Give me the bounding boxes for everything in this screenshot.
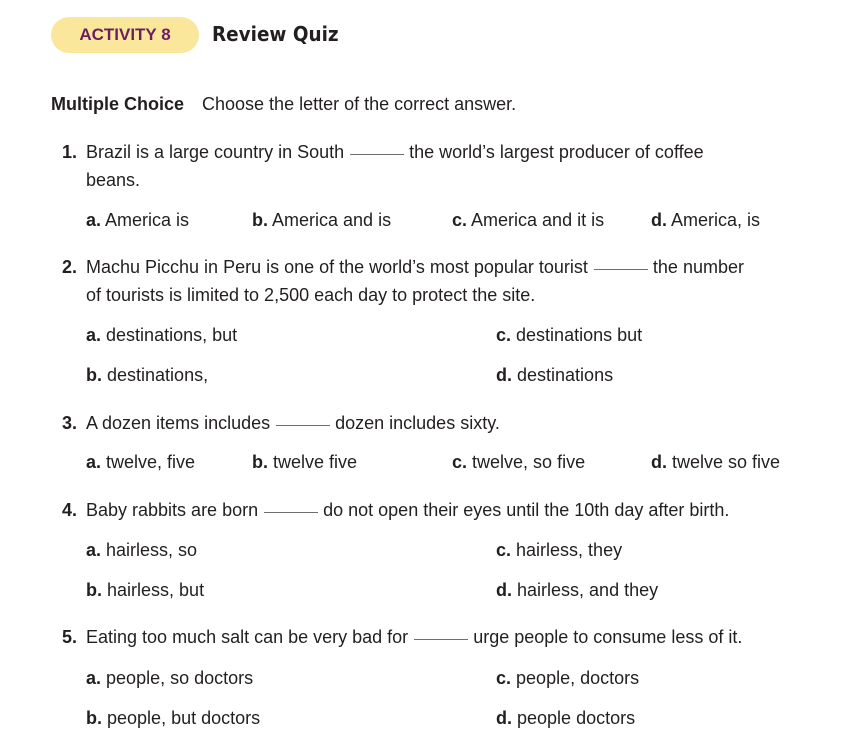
option-4c[interactable]	[496, 538, 622, 562]
option-text: America and it is	[471, 210, 605, 230]
question-text-before: Machu Picchu in Peru is one of the world’s most popular tourist	[86, 257, 588, 277]
option-3b[interactable]	[252, 450, 357, 474]
question-text-before: Eating too much salt can be very bad for	[86, 627, 409, 647]
option-3a[interactable]	[86, 450, 195, 474]
section-header	[51, 94, 516, 115]
option-text: twelve so five	[672, 452, 781, 472]
question-text-after: the world’s largest producer of coffee	[409, 142, 704, 162]
option-text: hairless, so	[106, 540, 198, 560]
question-number: 1.	[62, 142, 78, 162]
option-text: America and is	[272, 210, 392, 230]
option-letter: a.	[86, 325, 102, 345]
option-letter: b.	[252, 452, 268, 472]
option-text: people, so doctors	[106, 668, 254, 688]
option-text: twelve, so five	[472, 452, 586, 472]
question-text-before: A dozen items includes	[86, 413, 271, 433]
option-2b[interactable]	[86, 363, 208, 387]
page-title: Review Quiz	[212, 22, 339, 46]
answer-blank	[350, 153, 404, 155]
question-continuation: beans.	[86, 170, 141, 190]
question-text-before: Brazil is a large country in South	[86, 142, 345, 162]
answer-blank	[594, 268, 648, 270]
question-number: 4.	[62, 500, 78, 520]
option-1a[interactable]	[86, 208, 189, 232]
option-letter: c.	[496, 540, 512, 560]
option-letter: b.	[86, 708, 102, 728]
answer-blank	[264, 511, 318, 513]
question-number: 3.	[62, 413, 78, 433]
option-text: hairless, but	[107, 580, 205, 600]
option-letter: d.	[496, 365, 512, 385]
option-text: hairless, and they	[517, 580, 659, 600]
option-2a[interactable]	[86, 323, 237, 347]
option-text: America, is	[671, 210, 761, 230]
option-1b[interactable]	[252, 208, 391, 232]
option-1c[interactable]	[452, 208, 604, 232]
option-5a[interactable]	[86, 666, 253, 690]
question-2	[62, 253, 744, 281]
option-letter: b.	[86, 580, 102, 600]
question-number: 2.	[62, 257, 78, 277]
option-letter: c.	[452, 210, 468, 230]
option-4d[interactable]	[496, 578, 658, 602]
option-text: people, but doctors	[107, 708, 261, 728]
option-letter: c.	[452, 452, 468, 472]
option-3c[interactable]	[452, 450, 585, 474]
option-5b[interactable]	[86, 706, 260, 730]
option-2c[interactable]	[496, 323, 642, 347]
option-5c[interactable]	[496, 666, 639, 690]
question-text-after: the number	[652, 257, 744, 277]
option-letter: c.	[496, 668, 512, 688]
question-text-after: dozen includes sixty.	[335, 413, 500, 433]
option-text: destinations, but	[106, 325, 238, 345]
answer-blank	[414, 638, 468, 640]
option-letter: d.	[496, 580, 512, 600]
option-2d[interactable]	[496, 363, 613, 387]
question-continuation: of tourists is limited to 2,500 each day to protect the site.	[86, 285, 536, 305]
question-text-before: Baby rabbits are born	[86, 500, 259, 520]
option-letter: a.	[86, 452, 102, 472]
option-text: people, doctors	[516, 668, 640, 688]
section-heading: Multiple Choice	[51, 94, 185, 114]
option-4b[interactable]	[86, 578, 204, 602]
question-1	[62, 138, 704, 166]
question-number: 5.	[62, 627, 78, 647]
option-letter: d.	[496, 708, 512, 728]
option-text: twelve, five	[106, 452, 196, 472]
question-4	[62, 496, 729, 524]
answer-blank	[276, 424, 330, 426]
option-letter: a.	[86, 668, 102, 688]
option-4a[interactable]	[86, 538, 197, 562]
option-text: destinations but	[516, 325, 643, 345]
option-text: destinations,	[107, 365, 209, 385]
option-3d[interactable]	[651, 450, 780, 474]
option-1d[interactable]	[651, 208, 760, 232]
option-5d[interactable]	[496, 706, 635, 730]
option-letter: a.	[86, 210, 102, 230]
option-letter: d.	[651, 452, 667, 472]
option-letter: c.	[496, 325, 512, 345]
activity-badge: ACTIVITY 8	[51, 17, 199, 53]
option-text: twelve five	[273, 452, 358, 472]
option-letter: b.	[86, 365, 102, 385]
option-letter: b.	[252, 210, 268, 230]
option-text: America is	[105, 210, 190, 230]
section-instruction: Choose the letter of the correct answer.	[202, 94, 517, 114]
question-5	[62, 623, 742, 651]
option-text: hairless, they	[516, 540, 623, 560]
option-text: destinations	[517, 365, 614, 385]
option-text: people doctors	[517, 708, 636, 728]
option-letter: a.	[86, 540, 102, 560]
option-letter: d.	[651, 210, 667, 230]
question-text-after: do not open their eyes until the 10th day after birth.	[323, 500, 730, 520]
question-3	[62, 409, 500, 437]
question-text-after: urge people to consume less of it.	[473, 627, 743, 647]
